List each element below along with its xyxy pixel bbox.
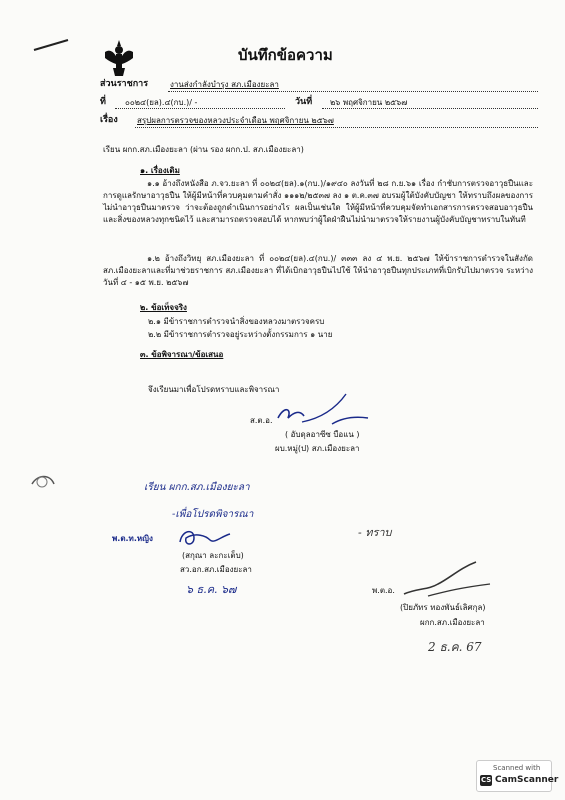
section-1-title: ๑. เรื่องเดิม [140,166,180,175]
agency-value: งานส่งกำลังบำรุง สภ.เมืองยะลา [170,80,279,89]
sig3-date: 2 ธ.ค. 67 [428,640,482,654]
sig2-name: (สกุณา ละกะเต็บ) [182,551,244,560]
handwritten-note-2: -เพื่อโปรดพิจารณา [172,509,254,520]
badge-line-2: CamScanner [495,775,559,785]
garuda-emblem-icon [103,38,135,78]
subject-label: เรื่อง [100,115,118,125]
subject-value: สรุปผลการตรวจของหลวงประจำเดือน พฤศจิกายน ๒๕๖๗ [137,116,334,125]
date-label: วันที่ [295,97,313,107]
handwritten-note-1: เรียน ผกก.สภ.เมืองยะลา [144,482,250,493]
camscanner-badge [476,760,559,792]
doc-no-label: ที่ [100,97,106,107]
sig3-position: ผกก.สภ.เมืองยะลา [420,618,485,627]
section-2-title: ๒. ข้อเท็จจริง [140,303,187,312]
signature-2 [176,522,236,552]
fact-2-1: ๒.๑ มีข้าราชการตำรวจนำสิ่งของหลวงมาตรวจครบ [148,317,325,326]
paragraph-1-1: ๑.๑ อ้างถึงหนังสือ ภ.จว.ยะลา ที่ ๐๐๒๔(ยล).๑(กบ.)/๑๙๔๐ ลงวันที่ ๒๘ ก.ย.๖๑ เรื่อง กำชับการตรวจอาวุธปืนและการดูแลรักษาอาวุธปืน ให้ผู้มีหน้าที่ควบคุมตามคำสั่ง ๑๑๑๒/๒๕๓๗ ลง ๑ ต.ค.๓๗ อบรมผู้ใต้บังคับบัญชา ให้ทราบถึงผลของการไม่นำอาวุธปืนมาตรวจ ว่าจะต้องถูกดำเนินการอย่างไร ผลเป็นเช่นใด ให้ผู้มีหน้าที่ควบคุมจัดทำเอกสารการตรวจสอบอาวุธปืนและสิ่งของหลวงทุกชนิดไว้ และสามารถตรวจสอบได้ หากพบว่าผู้ใดฝ่าฝืนไม่นำมาตรวจให้รายงานผู้บังคับบัญชาทราบในทันที [103,179,533,224]
scan-mark [34,38,74,58]
badge-line-1: Scanned with [493,764,541,772]
paragraph-1-2: ๑.๒ อ้างถึงวิทยุ สภ.เมืองยะลา ที่ ๐๐๒๔(ยล).๔(กบ.)/ ๓๓๓ ลง ๔ พ.ย. ๒๕๖๗ ให้ข้าราชการตำรวจในสังกัด สภ.เมืองยะลาและที่มาช่วยราชการ สภ.เมืองยะลา ที่ได้เบิกอาวุธปืนไปใช้ ให้นำอาวุธปืนทุกประเภทที่เบิกรับไปมาตรวจ ระหว่างวันที่ ๔ - ๑๕ พ.ย. ๒๕๖๗ [103,254,533,287]
sig3-name: (ปิยภัทร ทองพันธ์เลิศกุล) [400,603,486,612]
fact-2-2: ๒.๒ มีข้าราชการตำรวจอยู่ระหว่างตั้งกรรมการ ๑ นาย [148,330,333,339]
date-value: ๒๖ พฤศจิกายน ๒๕๖๗ [330,98,408,107]
sig2-date: ๖ ธ.ค. ๖๗ [186,583,237,596]
camscanner-logo-icon: CS [481,776,492,784]
closing-line: จึงเรียนมาเพื่อโปรดทราบและพิจารณา [148,385,280,394]
agency-label: ส่วนราชการ [100,79,149,89]
staple-mark [30,470,60,500]
doc-no-value: ๐๐๒๔(ยล).๔(กบ.)/ - [125,98,198,107]
signature-3 [398,558,498,608]
handwritten-note-3: - ทราบ [358,526,392,539]
sig1-rank: ส.ต.อ. [250,416,273,425]
sig2-position: สว.อก.สภ.เมืองยะลา [180,565,252,574]
section-3-title: ๓. ข้อพิจารณา/ข้อเสนอ [140,350,224,359]
memo-title: บันทึกข้อความ [238,46,333,64]
sig1-position: ผบ.หมู่(ป) สภ.เมืองยะลา [275,444,360,453]
sig1-name: ( อับดุลอาซีซ บือแน ) [285,430,360,439]
addressee: เรียน ผกก.สภ.เมืองยะลา (ผ่าน รอง ผกก.ป. สภ.เมืองยะลา) [103,145,304,154]
sig2-rank: พ.ต.ท.หญิง [112,534,153,543]
sig3-rank: พ.ต.อ. [372,586,395,595]
